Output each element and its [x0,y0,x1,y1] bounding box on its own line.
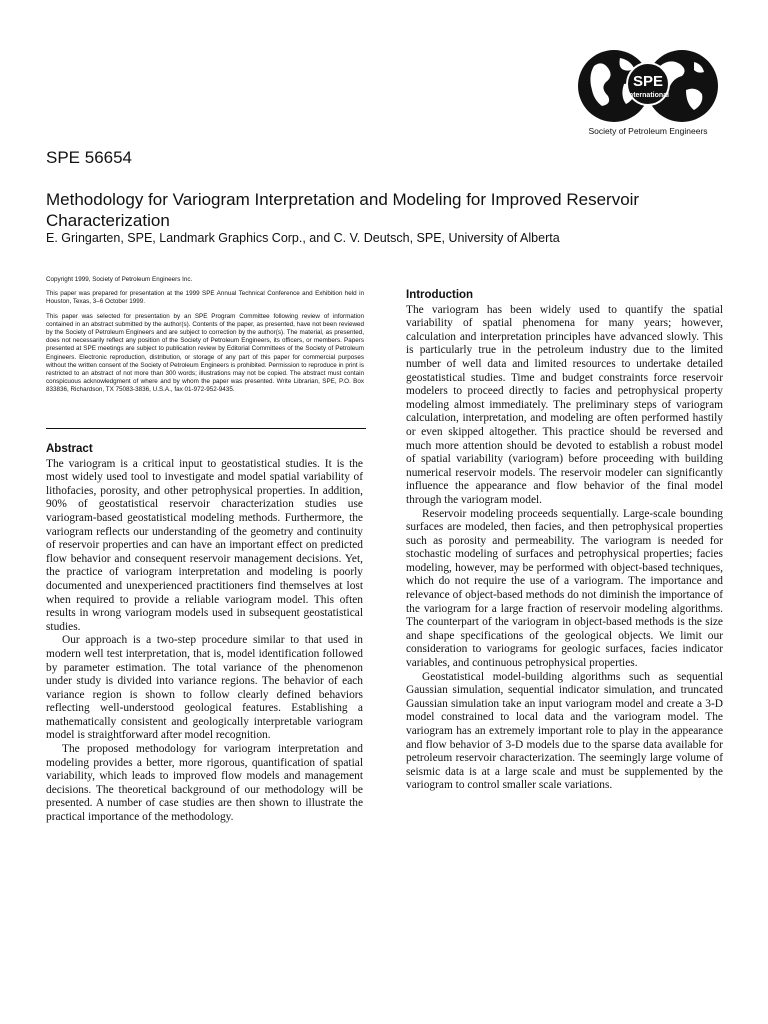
introduction-section [406,289,723,793]
introduction-paragraph: Reservoir modeling proceeds sequentially. Large-scale bounding surfaces are modeled, then facies, and then petrophysical properties such as porosity and permeability. The variogram is needed for stochastic modeling of surfaces and petrophysical properties; facies modeling, however, may be performed with object-based techniques, which do not require the use of a variogram. The importance and relevance of object-based methods do not diminish the importance of the variogram for a large fraction of reservoir modeling algorithms. The counterpart of the variogram in object-based methods is the size and shape specifications of the geological objects. We limit our consideration to variograms for geologic surfaces, facies indicator variables, and continuous petrophysical properties. [406,507,723,670]
abstract-paragraph: Our approach is a two-step procedure similar to that used in modern well test interpretation, that is, model identification followed by parameter estimation. The total variance of the phenomenon under study is divided into variance regions. The behavior of each variance region is shown to follow clearly defined behaviors reflecting well-understood geological features. Establishing a mathematically consistent and geologically interpretable variogram model is straightforward after model recognition. [46,634,363,742]
author-line: E. Gringarten, SPE, Landmark Graphics Corp., and C. V. Deutsch, SPE, University of Alberta [46,231,560,245]
copyright-line: Copyright 1999, Society of Petroleum Engineers Inc. [46,276,193,283]
abstract-paragraph: The variogram is a critical input to geostatistical studies. It is the most widely used tool to investigate and model spatial variability of lithofacies, porosity, and other petrophysical properties. In addition, 90% of geostatistical reservoir characterization studies use variogram-based geostatistical modeling methods. Furthermore, the variogram reflects our understanding of the geometry and continuity of reservoir properties and can have an important effect on predicted flow behavior and consequent reservoir management decisions. Yet, the practice of variogram interpretation and modeling is poorly documented and unexperienced practitioners find themselves at lost when required to provide a reliable variogram model. This often results in wrong variogram models used in subsequent geostatistical studies. [46,457,363,633]
abstract-heading: Abstract [46,443,93,455]
paper-number: SPE 56654 [46,148,133,167]
copyright-notice [46,276,364,401]
introduction-paragraph: The variogram has been widely used to quantify the spatial variability of spatial phenomena for many years; however, calculation and interpretation principles have advanced slowly. This is particularly true in the petroleum industry due to the limited number of well data and limited resources to undertake detailed geostatistical studies. Time and budget constraints force reservoir modelers to proceed directly to facies and petrophysical property modeling almost immediately. The preliminary steps of variogram calculation, interpretation, and modeling are often performed hastily or even skipped altogether. This practice should be reversed and much more attention should be devoted to establish a robust model of spatial variability (variogram) before proceeding with building numerical reservoir models. The reservoir modeler can significantly influence the appearance and flow behavior of the final model through the variogram model. [406,303,723,506]
introduction-heading: Introduction [406,289,474,301]
spe-globe-logo-icon [574,44,722,130]
paper-title: Methodology for Variogram Interpretation and Modeling for Improved Reservoir Characterization [46,190,640,230]
abstract-paragraph: The proposed methodology for variogram interpretation and modeling provides a better, more rigorous, quantification of spatial variability, which leads to improved flow models and management decisions. The theoretical background of our methodology will be presented. A number of case studies are then shown to illustrate the practical importance of the methodology. [46,743,363,824]
copyright-divider [46,428,366,429]
review-notice: This paper was selected for presentation by an SPE Program Committee following review of information contained in an abstract submitted by the author(s). Contents of the paper, as presented, have not been reviewed by the Society of Petroleum Engineers and are subject to correction by the author(s). The material, as presented, does not necessarily reflect any position of the Society of Petroleum Engineers, its officers, or members. Papers presented at SPE meetings are subject to publication review by Editorial Committees of the Society of Petroleum Engineers. Electronic reproduction, distribution, or storage of any part of this paper for commercial purposes without the written consent of the Society of Petroleum Engineers is prohibited. Permission to reproduce in print is restricted to an abstract of not more than 300 words; illustrations may not be copied. The abstract must contain conspicuous acknowledgment of where and by whom the paper was presented. Write Librarian, SPE, P.O. Box 833836, Richardson, TX 75083-3836, U.S.A., fax 01-972-952-9435. [46,312,364,394]
introduction-paragraph: Geostatistical model-building algorithms such as sequential Gaussian simulation, sequential indicator simulation, and truncated Gaussian simulation take an input variogram model and create a 3-D model constrained to local data and the variogram model. The variogram has an extremely important role to play in the appearance and flow behavior of 3-D models due to the sparse data available for petroleum reservoir characterization. The seemingly large volume of seismic data is at a large scale and must be supplemented by the variogram to control smaller scale variations. [406,670,723,792]
conference-line: This paper was prepared for presentation at the 1999 SPE Annual Technical Conference and Exhibition held in Houston, Texas, 3–6 October 1999. [46,290,364,306]
abstract-section [46,443,363,825]
logo-subtitle-text: International [626,92,670,99]
logo-brand-text: SPE [632,73,664,90]
logo-caption: Society of Petroleum Engineers [588,126,708,136]
